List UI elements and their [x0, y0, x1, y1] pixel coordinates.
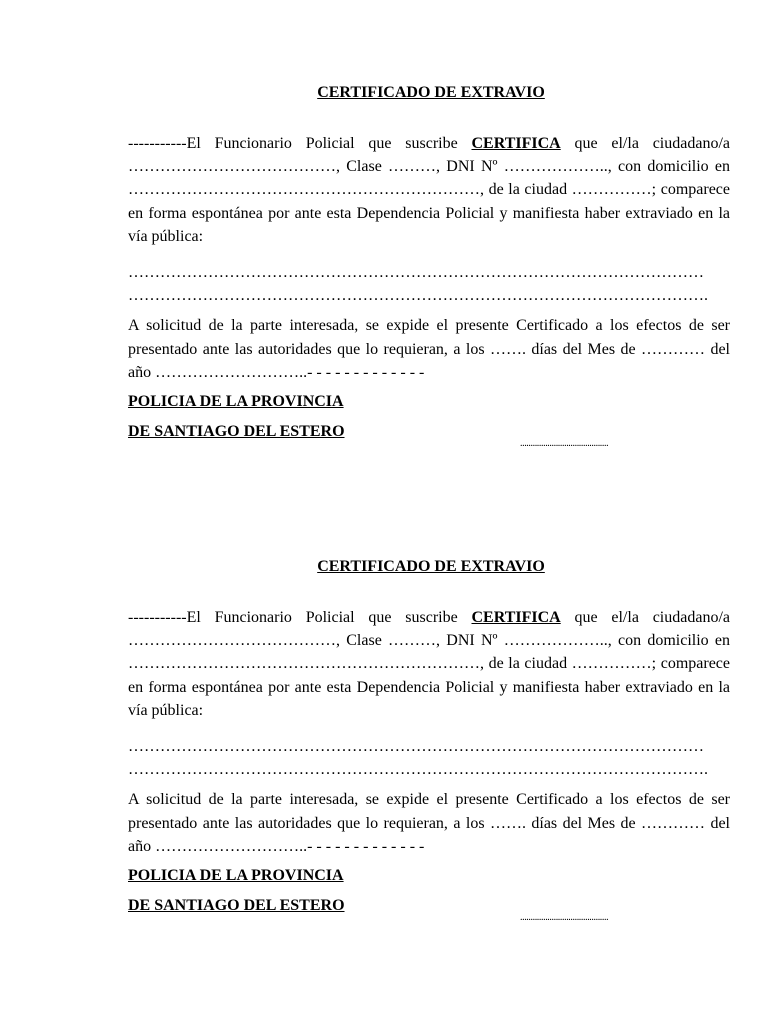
- certification-intro: -----------El Funcionario Policial que suscribe: [128, 609, 472, 626]
- issuing-authority: [128, 866, 730, 928]
- authority-line-1: POLICIA DE LA PROVINCIA: [128, 867, 344, 885]
- certification-body: que el/la ciudadano/a …………………………………, Clase ………, DNI Nº ……………….., con domicilio en …………………………………………………………, de la ciudad ……………; comparece en forma espontánea por ante esta Dependencia Policial y manifiesta haber extraviado en la vía pública:: [128, 609, 731, 719]
- authority-line-2: DE SANTIAGO DEL ESTERO: [128, 897, 345, 915]
- lost-items-line-2: ……………………………………………………………………………………………….: [128, 287, 708, 305]
- lost-items-line-1: ………………………………………………………………………………………………: [128, 738, 704, 756]
- certificate-title: CERTIFICADO DE EXTRAVIO: [317, 84, 545, 101]
- authority-line-1: POLICIA DE LA PROVINCIA: [128, 393, 344, 411]
- certification-intro: -----------El Funcionario Policial que suscribe: [128, 135, 472, 152]
- certificate-title: CERTIFICADO DE EXTRAVIO: [317, 558, 545, 575]
- certification-paragraph: [128, 606, 730, 722]
- lost-items-lines: [128, 261, 730, 307]
- certification-paragraph: [128, 132, 730, 248]
- issuance-paragraph: A solicitud de la parte interesada, se expide el presente Certificado a los efectos de ser presentado ante las autoridades que lo requieran, a los ……. días del Mes de ………… del año ………………………..- - - - - - - - - - - - -: [128, 791, 730, 855]
- certification-body: que el/la ciudadano/a …………………………………, Clase ………, DNI Nº ……………….., con domicilio en …………………………………………………………, de la ciudad ……………; comparece en forma espontánea por ante esta Dependencia Policial y manifiesta haber extraviado en la vía pública:: [128, 135, 731, 245]
- certificate-1: [128, 83, 730, 454]
- signature-line: ..........................................: [520, 912, 609, 924]
- certifica-keyword: CERTIFICA: [471, 135, 561, 152]
- certificate-2: [128, 557, 730, 928]
- issuing-authority: [128, 392, 730, 454]
- certifica-keyword: CERTIFICA: [471, 609, 561, 626]
- signature-line: ..........................................: [520, 438, 609, 450]
- lost-items-lines: [128, 735, 730, 781]
- authority-line-2: DE SANTIAGO DEL ESTERO: [128, 423, 345, 441]
- lost-items-line-1: ………………………………………………………………………………………………: [128, 264, 704, 282]
- lost-items-line-2: ……………………………………………………………………………………………….: [128, 761, 708, 779]
- issuance-paragraph: A solicitud de la parte interesada, se expide el presente Certificado a los efectos de ser presentado ante las autoridades que lo requieran, a los ……. días del Mes de ………… del año ………………………..- - - - - - - - - - - - -: [128, 317, 730, 381]
